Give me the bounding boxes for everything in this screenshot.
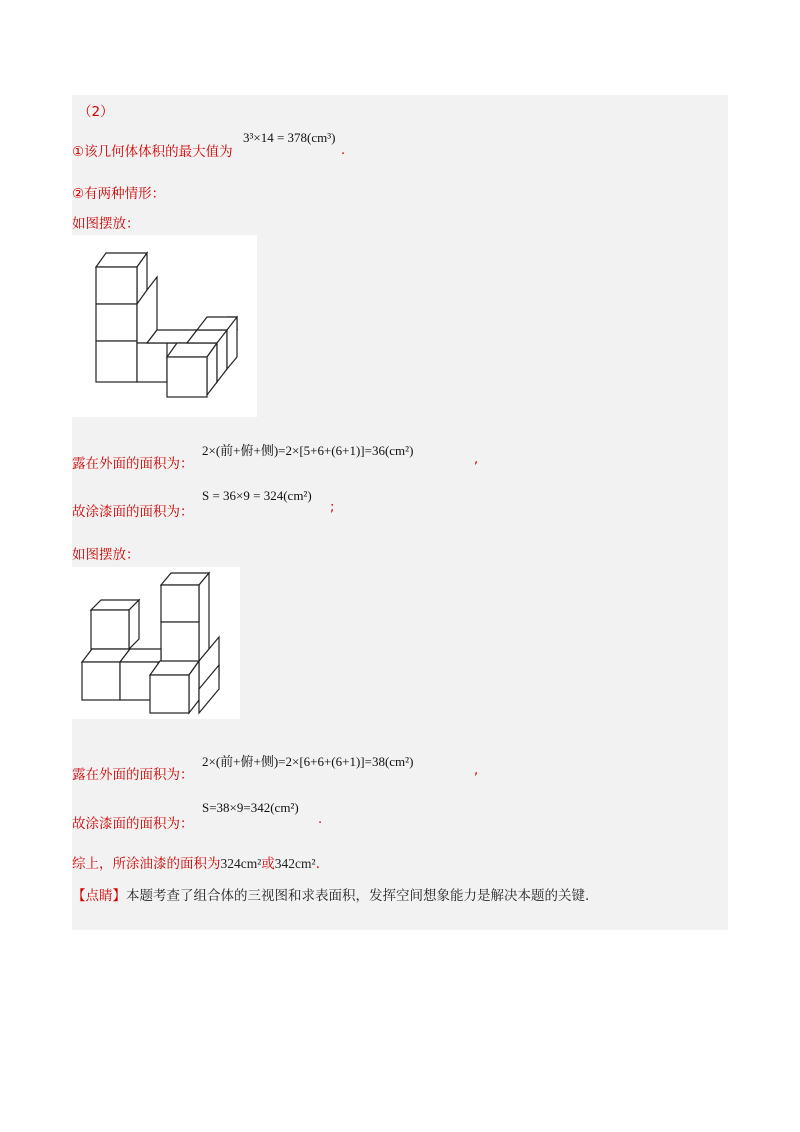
case1-place-label: 如图摆放：	[72, 216, 140, 232]
case1-exposed-formula: 2×(前+俯+侧)=2×[5+6+(6+1)]=36(cm²)	[202, 443, 414, 458]
case1-cube-drawing	[72, 235, 257, 417]
tip-head: 【点睛】	[72, 888, 126, 904]
case2-figure	[72, 567, 240, 719]
case2-exposed-label: 露在外面的面积为：	[72, 767, 194, 783]
summary-end: .	[315, 856, 320, 872]
case2-paint-end: .	[318, 812, 323, 827]
case2-paint-label: 故涂漆面的面积为：	[72, 816, 194, 832]
case1-figure	[72, 235, 257, 417]
case2-cube-drawing	[72, 567, 240, 719]
case2-exposed-end: ,	[474, 763, 479, 778]
summary-text: 综上，所涂油漆的面积为	[72, 856, 221, 872]
tip-line	[72, 884, 589, 904]
summary-line	[72, 852, 320, 872]
case2-paint-formula: S=38×9=342(cm²)	[202, 800, 299, 815]
summary-or: 或	[261, 856, 275, 872]
summary-value-1: 324cm²	[220, 856, 262, 871]
case1-paint-end: ;	[330, 500, 335, 515]
q1-text: ①该几何体体积的最大值为	[72, 144, 233, 160]
tip-body: 本题考查了组合体的三视图和求表面积，发挥空间想象能力是解决本题的关键.	[126, 888, 590, 904]
q1-end: .	[341, 143, 346, 158]
q1-formula: 3³×14 = 378(cm³)	[243, 130, 336, 145]
summary-value-2: 342cm²	[274, 856, 316, 871]
part-label: （2）	[78, 104, 114, 120]
case1-exposed-end: ,	[474, 452, 479, 467]
q2-intro: ②有两种情形：	[72, 186, 166, 202]
case2-place-label: 如图摆放：	[72, 547, 140, 563]
case1-exposed-label: 露在外面的面积为：	[72, 456, 194, 472]
case1-paint-label: 故涂漆面的面积为：	[72, 504, 194, 520]
case2-exposed-formula: 2×(前+俯+侧)=2×[6+6+(6+1)]=38(cm²)	[202, 754, 414, 769]
case1-paint-formula: S = 36×9 = 324(cm²)	[202, 488, 312, 503]
